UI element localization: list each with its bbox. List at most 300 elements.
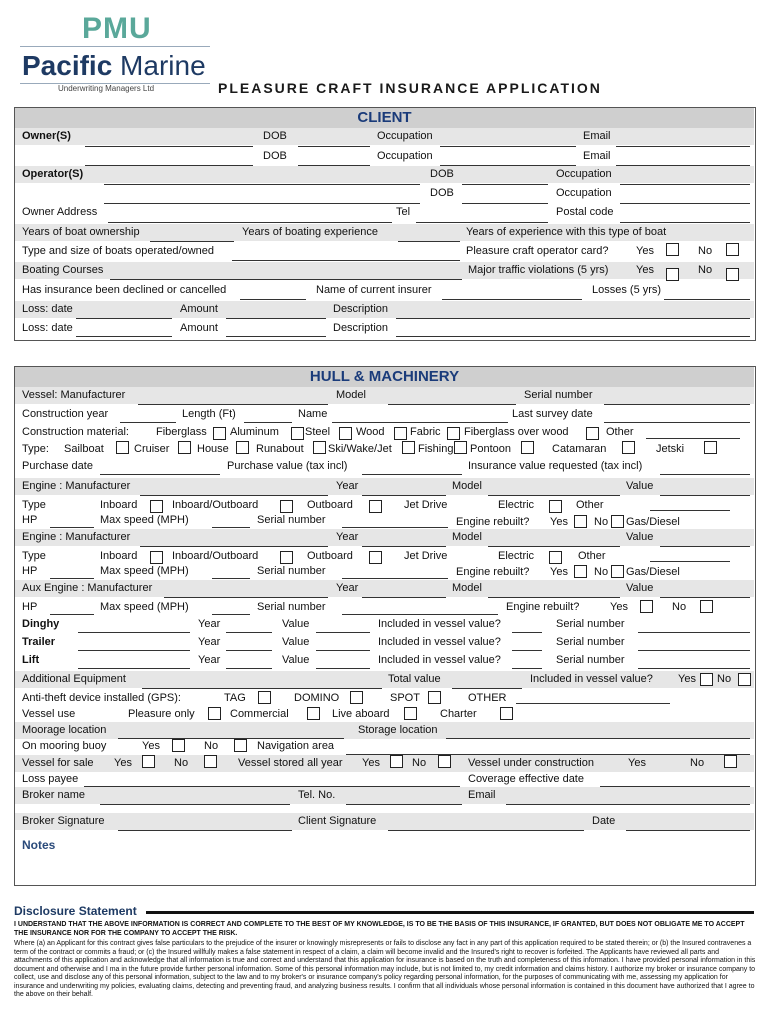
vessel-manufacturer-label: Vessel: Manufacturer xyxy=(22,389,126,401)
notes-label: Notes xyxy=(22,838,56,852)
description-line-1[interactable] xyxy=(396,318,750,319)
broker-name-label: Broker name xyxy=(22,789,85,801)
operators-label: Operator(S) xyxy=(22,168,84,180)
construction-no-checkbox[interactable] xyxy=(724,755,737,768)
lift-line[interactable] xyxy=(78,668,190,669)
aux-serial-label: Serial number xyxy=(257,601,326,613)
engine2-outboard-checkbox[interactable] xyxy=(369,551,382,564)
dinghy-year-line[interactable] xyxy=(226,632,272,633)
engine1-speed-line[interactable] xyxy=(212,527,250,528)
equipment-included-label: Included in vessel value? xyxy=(530,673,653,685)
engine2-rebuilt-no-checkbox[interactable] xyxy=(611,565,624,578)
lift-serial-line[interactable] xyxy=(638,668,750,669)
notes-area[interactable] xyxy=(15,856,754,884)
engine1-io: Inboard/Outboard xyxy=(172,499,259,511)
vessel-name-label: Name xyxy=(298,408,328,420)
dinghy-included-line[interactable] xyxy=(512,632,542,633)
engine1-inboard-checkbox[interactable] xyxy=(150,500,163,513)
stored-no: No xyxy=(412,757,427,769)
disclosure-heading: Disclosure Statement xyxy=(14,904,137,918)
years-type-label: Years of experience with this type of boat xyxy=(466,226,667,238)
years-ownership-line[interactable] xyxy=(150,241,234,242)
engine1-outboard-checkbox[interactable] xyxy=(369,500,382,513)
type-catamaran: Catamaran xyxy=(552,443,607,455)
operator-line-2[interactable] xyxy=(104,203,420,204)
declined-label: Has insurance been declined or cancelled xyxy=(22,284,227,296)
type-sailboat-checkbox[interactable] xyxy=(116,441,129,454)
mooring-buoy-label: On mooring buoy xyxy=(22,740,107,752)
engine2-electric: Electric xyxy=(498,550,535,562)
material-steel: Steel xyxy=(305,426,331,438)
insurance-value-line[interactable] xyxy=(660,474,750,475)
material-other: Other xyxy=(606,426,634,438)
type-fishing-checkbox[interactable] xyxy=(454,441,467,454)
engine1-gas-label: Gas/Diesel xyxy=(626,516,680,528)
disclosure-body: Where (a) an Applicant for this contract gives false particulars to the prejudice of the insurer or knowingly misrepresents or fails to disclose any fact in any part of this application required to be stated therein; or (b) the Insured contravenes a term of the contract or commits a fraud; or (c) the Insured willfully makes a false statement in respect of a claim, a claim will become invalid and the Insured's right to recover is forfeited. The Applicants have reviewed all parts and attachments of this application and acknowledge that all information is true and correct and understand that this application for insurance is based on the truth and completeness of this information. I have provided personal information in this document and otherwise and I ma in the future provide further personal information. Some of this personal information may include, but is not limited to, my credit information and claims history. I authorize my broker or insurance company to collect, use and disclose any of this personal information, subject to the law and to my broker's or insurance company's policy regarding personal information, for the purposes of communicating with me, assessing my application for insurance and underwriting my policies, evaluating claims, detecting and preventing fraud, and analyzing business results. I confirm that all individuals whose personal information is contained in this document have authorized that I agree to the above on their behalf. xyxy=(14,940,756,998)
dob-line-1[interactable] xyxy=(298,146,370,147)
engine2-rebuilt-yes-checkbox[interactable] xyxy=(574,565,587,578)
engine2-year-line[interactable] xyxy=(362,546,446,547)
lift-year-label: Year xyxy=(198,654,221,666)
engine2-rebuilt-label: Engine rebuilt? xyxy=(456,566,530,578)
years-experience-line[interactable] xyxy=(398,241,460,242)
engine1-hp-line[interactable] xyxy=(50,527,94,528)
engine1-rebuilt-no-checkbox[interactable] xyxy=(611,515,624,528)
storage-label: Storage location xyxy=(358,724,438,736)
use-charter-checkbox[interactable] xyxy=(500,707,513,720)
engine2-io: Inboard/Outboard xyxy=(172,550,259,562)
occupation-line-1[interactable] xyxy=(440,146,576,147)
aux-model-label: Model xyxy=(452,582,482,594)
aux-manufacturer-label: Aux Engine : Manufacturer xyxy=(22,582,153,594)
type-ski-checkbox[interactable] xyxy=(402,441,415,454)
aux-rebuilt-yes-checkbox[interactable] xyxy=(640,600,653,613)
lift-included-label: Included in vessel value? xyxy=(378,654,501,666)
client-signature-line[interactable] xyxy=(388,830,584,831)
type-size-line[interactable] xyxy=(232,260,460,261)
vessel-manufacturer-line[interactable] xyxy=(138,404,328,405)
engine1-rebuilt-no: No xyxy=(594,516,609,528)
purchase-value-label: Purchase value (tax incl) xyxy=(227,460,348,472)
type-cruiser: Cruiser xyxy=(134,443,170,455)
engine2-serial-line[interactable] xyxy=(342,578,448,579)
material-fabric-checkbox[interactable] xyxy=(447,427,460,440)
moorage-label: Moorage location xyxy=(22,724,107,736)
dinghy-value-line[interactable] xyxy=(316,632,370,633)
material-other-line[interactable] xyxy=(646,438,740,439)
loss-date-line-1[interactable] xyxy=(76,318,172,319)
owners-label: Owner(S) xyxy=(22,130,71,142)
engine1-hp-label: HP xyxy=(22,514,38,526)
engine2-rebuilt-no: No xyxy=(594,566,609,578)
engine2-outboard: Outboard xyxy=(307,550,353,562)
engine2-manufacturer-line[interactable] xyxy=(140,546,328,547)
length-label: Length (Ft) xyxy=(182,408,236,420)
sale-no: No xyxy=(174,757,189,769)
total-value-label: Total value xyxy=(388,673,441,685)
vessel-model-label: Model xyxy=(336,389,366,401)
stored-all-year-label: Vessel stored all year xyxy=(238,757,343,769)
engine2-type-label: Type xyxy=(22,550,46,562)
dob-label-3: DOB xyxy=(430,168,454,180)
additional-equipment-label: Additional Equipment xyxy=(22,673,126,685)
owner-line-1[interactable] xyxy=(85,146,253,147)
antitheft-other: OTHER xyxy=(468,692,507,704)
type-runabout-checkbox[interactable] xyxy=(313,441,326,454)
engine2-inboard-checkbox[interactable] xyxy=(150,551,163,564)
owner-address-label: Owner Address xyxy=(22,206,98,218)
engine1-model-label: Model xyxy=(452,480,482,492)
engine1-manufacturer-line[interactable] xyxy=(140,495,328,496)
hull-heading: HULL & MACHINERY xyxy=(15,367,754,387)
type-jetski: Jetski xyxy=(656,443,685,455)
postal-code-label: Postal code xyxy=(556,206,614,218)
vessel-for-sale-label: Vessel for sale xyxy=(22,757,94,769)
postal-line[interactable] xyxy=(620,222,750,223)
construction-year-line[interactable] xyxy=(120,422,176,423)
date-label: Date xyxy=(592,815,616,827)
years-experience-label: Years of boating experience xyxy=(242,226,378,238)
broker-signature-line[interactable] xyxy=(118,830,292,831)
engine1-year-line[interactable] xyxy=(362,495,446,496)
row-operator-bg xyxy=(15,166,754,183)
engine1-year-label: Year xyxy=(336,480,359,492)
description-line-2[interactable] xyxy=(396,336,750,337)
navigation-area-label: Navigation area xyxy=(257,740,335,752)
use-live-aboard-checkbox[interactable] xyxy=(404,707,417,720)
lift-included-line[interactable] xyxy=(512,668,542,669)
use-commercial: Commercial xyxy=(230,708,289,720)
use-pleasure-checkbox[interactable] xyxy=(208,707,221,720)
antitheft-tag: TAG xyxy=(224,692,246,704)
operator-line-1[interactable] xyxy=(104,184,420,185)
logo xyxy=(20,10,215,95)
engine1-value-line[interactable] xyxy=(660,495,750,496)
engine1-serial-label: Serial number xyxy=(257,514,326,526)
engine2-inboard: Inboard xyxy=(100,550,138,562)
loss-date-line-2[interactable] xyxy=(76,336,172,337)
tel-label: Tel xyxy=(396,206,411,218)
email-line-1[interactable] xyxy=(616,146,750,147)
occupation-label-3: Occupation xyxy=(556,168,612,180)
lift-value-line[interactable] xyxy=(316,668,370,669)
use-live-aboard: Live aboard xyxy=(332,708,390,720)
logo-sub: Underwriting Managers Ltd xyxy=(58,84,155,93)
type-catamaran-checkbox[interactable] xyxy=(622,441,635,454)
total-value-line[interactable] xyxy=(452,688,522,689)
years-ownership-label: Years of boat ownership xyxy=(22,226,140,238)
type-house: House xyxy=(197,443,229,455)
violations-yes: Yes xyxy=(636,264,654,276)
trailer-label: Trailer xyxy=(22,636,56,648)
amount-label-1: Amount xyxy=(180,303,218,315)
type-sailboat: Sailboat xyxy=(64,443,104,455)
antitheft-domino: DOMINO xyxy=(294,692,340,704)
date-line[interactable] xyxy=(626,830,750,831)
dinghy-included-label: Included in vessel value? xyxy=(378,618,501,630)
type-fishing: Fishing xyxy=(418,443,454,455)
stored-yes: Yes xyxy=(362,757,380,769)
equipment-included-no-checkbox[interactable] xyxy=(738,673,751,686)
aux-hp-line[interactable] xyxy=(50,614,94,615)
vessel-serial-line[interactable] xyxy=(604,404,750,405)
construction-material-label: Construction material: xyxy=(22,426,129,438)
operator-card-no: No xyxy=(698,245,713,257)
engine2-manufacturer-label: Engine : Manufacturer xyxy=(22,531,131,543)
purchase-date-line[interactable] xyxy=(100,474,220,475)
operator-card-yes: Yes xyxy=(636,245,654,257)
engine2-rebuilt-yes: Yes xyxy=(550,566,568,578)
engine2-year-label: Year xyxy=(336,531,359,543)
engine2-speed-line[interactable] xyxy=(212,578,250,579)
dob-line-3[interactable] xyxy=(462,184,548,185)
dob-label-2: DOB xyxy=(263,150,287,162)
amount-line-2[interactable] xyxy=(226,336,326,337)
stored-yes-checkbox[interactable] xyxy=(390,755,403,768)
antitheft-other-line[interactable] xyxy=(516,703,670,704)
aux-value-label: Value xyxy=(626,582,654,594)
client-signature-label: Client Signature xyxy=(298,815,377,827)
material-wood: Wood xyxy=(356,426,385,438)
stored-no-checkbox[interactable] xyxy=(438,755,451,768)
engine1-rebuilt-yes: Yes xyxy=(550,516,568,528)
antitheft-domino-checkbox[interactable] xyxy=(350,691,363,704)
dinghy-serial-line[interactable] xyxy=(638,632,750,633)
occupation-label-2: Occupation xyxy=(377,150,433,162)
material-aluminum-checkbox[interactable] xyxy=(291,427,304,440)
engine1-model-line[interactable] xyxy=(488,495,620,496)
aux-value-line[interactable] xyxy=(660,597,750,598)
engine1-jet: Jet Drive xyxy=(404,499,448,511)
sale-no-checkbox[interactable] xyxy=(204,755,217,768)
violations-yes-checkbox[interactable] xyxy=(666,268,679,281)
vessel-model-line[interactable] xyxy=(388,404,516,405)
courses-line[interactable] xyxy=(110,279,462,280)
trailer-included-label: Included in vessel value? xyxy=(378,636,501,648)
disclosure-rule xyxy=(146,911,754,914)
mooring-yes: Yes xyxy=(142,740,160,752)
engine1-speed-label: Max speed (MPH) xyxy=(100,514,189,526)
engine1-inboard: Inboard xyxy=(100,499,138,511)
engine2-hp-line[interactable] xyxy=(50,578,94,579)
trailer-included-line[interactable] xyxy=(512,650,542,651)
engine2-hp-label: HP xyxy=(22,565,38,577)
dinghy-value-label: Value xyxy=(282,618,310,630)
type-runabout: Runabout xyxy=(256,443,304,455)
aux-year-line[interactable] xyxy=(362,597,446,598)
trailer-year-line[interactable] xyxy=(226,650,272,651)
aux-model-line[interactable] xyxy=(488,597,620,598)
engine1-electric: Electric xyxy=(498,499,535,511)
broker-signature-label: Broker Signature xyxy=(22,815,105,827)
engine2-speed-label: Max speed (MPH) xyxy=(100,565,189,577)
insurance-value-label: Insurance value requested (tax incl) xyxy=(468,460,643,472)
equipment-included-yes-checkbox[interactable] xyxy=(700,673,713,686)
tel-no-label: Tel. No. xyxy=(298,789,336,801)
engine2-value-line[interactable] xyxy=(660,546,750,547)
aux-rebuilt-yes: Yes xyxy=(610,601,628,613)
occupation-line-3[interactable] xyxy=(620,184,750,185)
engine2-other-line[interactable] xyxy=(650,561,730,562)
aux-hp-label: HP xyxy=(22,601,38,613)
row-vessel-bg xyxy=(15,387,754,404)
engine1-type-label: Type xyxy=(22,499,46,511)
moorage-line[interactable] xyxy=(118,738,344,739)
mooring-no: No xyxy=(204,740,219,752)
aux-rebuilt-no-checkbox[interactable] xyxy=(700,600,713,613)
loss-date-label-1: Loss: date xyxy=(22,303,73,315)
material-fiberglass: Fiberglass xyxy=(156,426,207,438)
material-fiberglass-checkbox[interactable] xyxy=(213,427,226,440)
amount-label-2: Amount xyxy=(180,322,218,334)
under-construction-label: Vessel under construction xyxy=(468,757,594,769)
construction-year-label: Construction year xyxy=(22,408,109,420)
loss-payee-label: Loss payee xyxy=(22,773,79,785)
engine1-rebuilt-yes-checkbox[interactable] xyxy=(574,515,587,528)
engine1-other-line[interactable] xyxy=(650,510,730,511)
material-fow-checkbox[interactable] xyxy=(586,427,599,440)
engine1-value-label: Value xyxy=(626,480,654,492)
engine1-other: Other xyxy=(576,499,604,511)
equipment-included-no: No xyxy=(717,673,732,685)
vessel-serial-label: Serial number xyxy=(524,389,593,401)
sale-yes-checkbox[interactable] xyxy=(142,755,155,768)
antitheft-tag-checkbox[interactable] xyxy=(258,691,271,704)
lift-label: Lift xyxy=(22,654,40,666)
trailer-serial-line[interactable] xyxy=(638,650,750,651)
construction-no: No xyxy=(690,757,705,769)
aux-speed-label: Max speed (MPH) xyxy=(100,601,189,613)
type-pontoon-checkbox[interactable] xyxy=(521,441,534,454)
type-label: Type: xyxy=(22,443,49,455)
use-charter: Charter xyxy=(440,708,477,720)
engine2-io-checkbox[interactable] xyxy=(280,551,293,564)
mooring-yes-checkbox[interactable] xyxy=(172,739,185,752)
dob-label-1: DOB xyxy=(263,130,287,142)
engine1-io-checkbox[interactable] xyxy=(280,500,293,513)
trailer-year-label: Year xyxy=(198,636,221,648)
occupation-line-4[interactable] xyxy=(620,203,750,204)
loss-date-label-2: Loss: date xyxy=(22,322,73,334)
antitheft-spot-checkbox[interactable] xyxy=(428,691,441,704)
additional-equipment-line[interactable] xyxy=(142,688,382,689)
engine1-serial-line[interactable] xyxy=(342,527,448,528)
client-heading: CLIENT xyxy=(15,108,754,128)
aux-year-label: Year xyxy=(336,582,359,594)
vessel-use-label: Vessel use xyxy=(22,708,76,720)
dinghy-serial-label: Serial number xyxy=(556,618,625,630)
purchase-value-line[interactable] xyxy=(362,474,462,475)
material-steel-checkbox[interactable] xyxy=(339,427,352,440)
trailer-line[interactable] xyxy=(78,650,190,651)
type-pontoon: Pontoon xyxy=(470,443,511,455)
email-label-1: Email xyxy=(583,130,611,142)
operator-card-no-checkbox[interactable] xyxy=(726,243,739,256)
row-signature-bg xyxy=(15,813,754,830)
dinghy-line[interactable] xyxy=(78,632,190,633)
engine2-model-label: Model xyxy=(452,531,482,543)
material-aluminum: Aluminum xyxy=(230,426,279,438)
occupation-label-4: Occupation xyxy=(556,187,612,199)
description-label-2: Description xyxy=(333,322,389,334)
vessel-name-line[interactable] xyxy=(332,422,508,423)
type-ski: Ski/Wake/Jet xyxy=(328,443,392,455)
purchase-date-label: Purchase date xyxy=(22,460,93,472)
equipment-included-yes: Yes xyxy=(678,673,696,685)
engine1-manufacturer-label: Engine : Manufacturer xyxy=(22,480,131,492)
violations-no-checkbox[interactable] xyxy=(726,268,739,281)
antitheft-label: Anti-theft device installed (GPS): xyxy=(22,692,181,704)
type-cruiser-checkbox[interactable] xyxy=(178,441,191,454)
construction-yes: Yes xyxy=(628,757,646,769)
material-fiberglass-over-wood: Fiberglass over wood xyxy=(464,426,569,438)
address-line[interactable] xyxy=(108,222,392,223)
engine1-electric-checkbox[interactable] xyxy=(549,500,562,513)
violations-label: Major traffic violations (5 yrs) xyxy=(468,264,609,276)
trailer-value-line[interactable] xyxy=(316,650,370,651)
aux-speed-line[interactable] xyxy=(212,614,250,615)
losses-line[interactable] xyxy=(664,299,750,300)
description-label-1: Description xyxy=(333,303,389,315)
broker-email-line[interactable] xyxy=(506,804,750,805)
engine2-jet: Jet Drive xyxy=(404,550,448,562)
broker-email-label: Email xyxy=(468,789,496,801)
operator-card-yes-checkbox[interactable] xyxy=(666,243,679,256)
engine1-rebuilt-label: Engine rebuilt? xyxy=(456,516,530,528)
material-fabric: Fabric xyxy=(410,426,441,438)
mooring-no-checkbox[interactable] xyxy=(234,739,247,752)
engine1-outboard: Outboard xyxy=(307,499,353,511)
dob-line-4[interactable] xyxy=(462,203,548,204)
disclosure-line1: I UNDERSTAND THAT THE ABOVE INFORMATION IS CORRECT AND COMPLETE TO THE BEST OF MY KNOWLEDGE, IS TO BE THE BASIS OF THIS INSURANCE, IF GRANTED, BUT DOES NOT OBLIGATE ME TO ACCEPT THE INSURANCE NOR FOR THE COMPANY TO ACCEPT THE RISK. xyxy=(14,921,745,937)
violations-no: No xyxy=(698,264,713,276)
aux-rebuilt-no: No xyxy=(672,601,687,613)
lift-year-line[interactable] xyxy=(226,668,272,669)
engine2-electric-checkbox[interactable] xyxy=(549,551,562,564)
current-insurer-label: Name of current insurer xyxy=(316,284,432,296)
type-house-checkbox[interactable] xyxy=(236,441,249,454)
aux-serial-line[interactable] xyxy=(342,614,498,615)
aux-rebuilt-label: Engine rebuilt? xyxy=(506,601,580,613)
type-size-label: Type and size of boats operated/owned xyxy=(22,245,215,257)
material-wood-checkbox[interactable] xyxy=(394,427,407,440)
length-line[interactable] xyxy=(244,422,292,423)
type-jetski-checkbox[interactable] xyxy=(704,441,717,454)
engine2-model-line[interactable] xyxy=(488,546,620,547)
declined-line[interactable] xyxy=(240,299,306,300)
last-survey-line[interactable] xyxy=(604,422,750,423)
tel-no-line[interactable] xyxy=(346,804,462,805)
dinghy-year-label: Year xyxy=(198,618,221,630)
amount-line-1[interactable] xyxy=(226,318,326,319)
tel-line[interactable] xyxy=(416,222,548,223)
form-title: PLEASURE CRAFT INSURANCE APPLICATION xyxy=(218,80,602,96)
aux-manufacturer-line[interactable] xyxy=(164,597,328,598)
use-commercial-checkbox[interactable] xyxy=(307,707,320,720)
logo-name: Pacific Marine xyxy=(22,50,206,81)
dob-label-4: DOB xyxy=(430,187,454,199)
trailer-serial-label: Serial number xyxy=(556,636,625,648)
engine2-other: Other xyxy=(578,550,606,562)
storage-line[interactable] xyxy=(446,738,750,739)
use-pleasure: Pleasure only xyxy=(128,708,195,720)
row-broker-bg xyxy=(15,787,754,804)
sale-yes: Yes xyxy=(114,757,132,769)
broker-name-line[interactable] xyxy=(100,804,290,805)
current-insurer-line[interactable] xyxy=(442,299,582,300)
engine2-gas-label: Gas/Diesel xyxy=(626,566,680,578)
lift-value-label: Value xyxy=(282,654,310,666)
